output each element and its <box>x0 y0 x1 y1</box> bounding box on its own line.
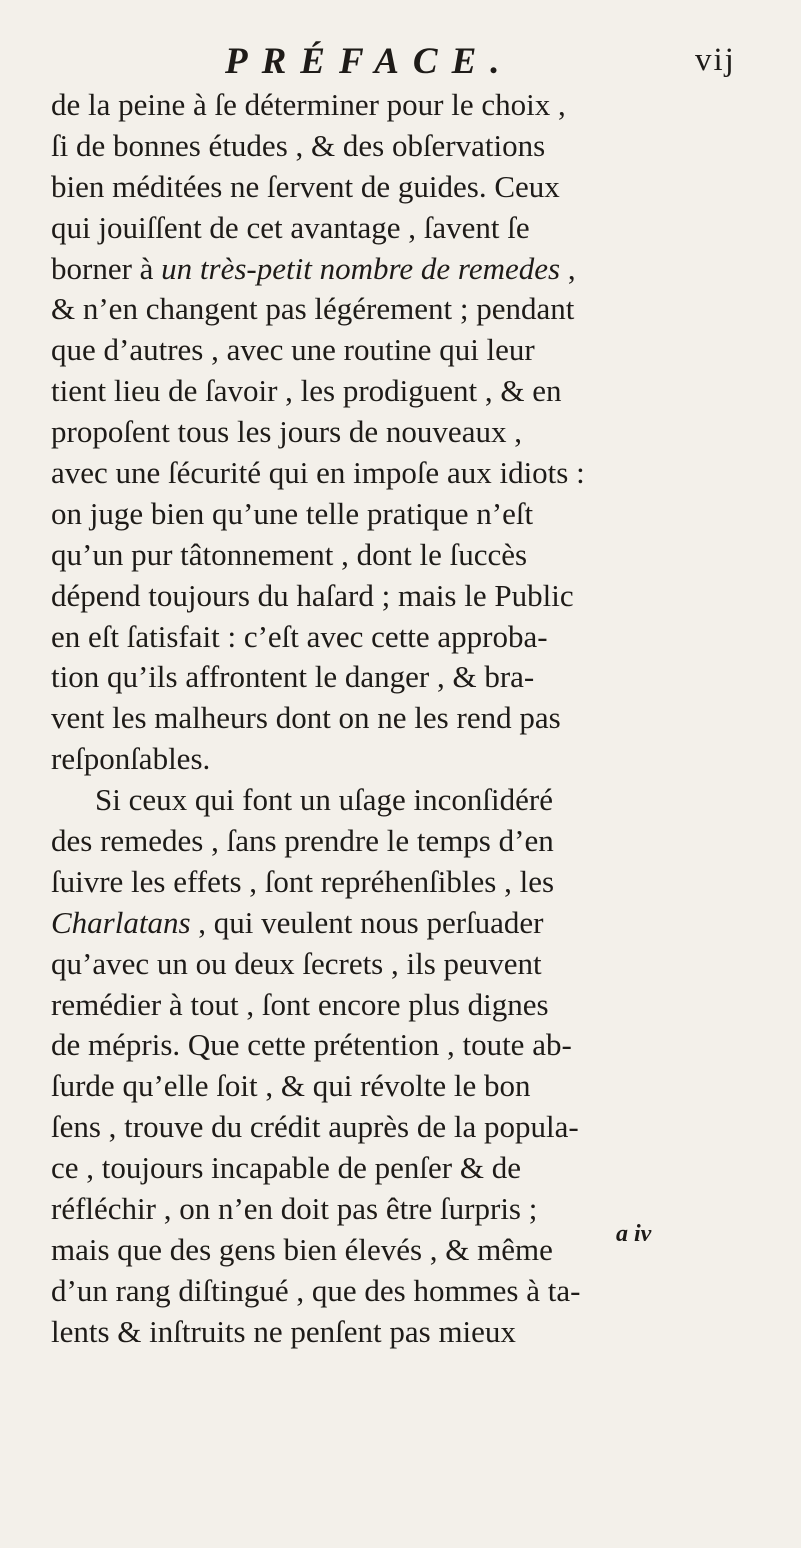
text-run: remédier à tout , ſont encore plus dignes <box>51 986 549 1022</box>
italic-phrase: un très-petit nombre de remedes <box>161 250 561 286</box>
text-line <box>51 903 791 944</box>
signature-mark: a iv <box>616 1221 652 1247</box>
text-line <box>51 126 791 167</box>
text-run: & n’en changent pas légérement ; pendant <box>51 291 575 327</box>
text-run: tion qu’ils affrontent le danger , & bra- <box>51 659 535 695</box>
text-line <box>51 412 791 453</box>
text-line <box>51 330 791 371</box>
text-run: en eſt ſatisfait : c’eſt avec cette approba- <box>51 618 548 654</box>
text-run: réfléchir , on n’en doit pas être ſurpris ; <box>51 1191 538 1227</box>
text-run: ce , toujours incapable de penſer & de <box>51 1150 521 1186</box>
text-line <box>51 1025 791 1066</box>
text-run: dépend toujours du haſard ; mais le Public <box>51 577 574 613</box>
text-line <box>51 1148 791 1189</box>
text-run: de la peine à ſe déterminer pour le choix , <box>51 87 566 122</box>
text-run: ſi de bonnes études , & des obſervations <box>51 127 546 163</box>
text-run: bien méditées ne ſervent de guides. Ceux <box>51 168 560 204</box>
text-run: qu’un pur tâtonnement , dont le ſuccès <box>51 536 528 572</box>
text-run: ſurde qu’elle ſoit , & qui révolte le bon <box>51 1068 531 1104</box>
running-head-title: PRÉFACE. <box>225 41 514 82</box>
text-line <box>51 535 791 576</box>
text-run: lents & inſtruits ne penſent pas mieux <box>51 1313 516 1349</box>
text-run: d’un rang diſtingué , que des hommes à ta- <box>51 1272 581 1308</box>
running-head <box>225 40 785 90</box>
text-line <box>51 739 791 780</box>
text-run: reſponſables. <box>51 741 211 777</box>
text-line <box>51 1312 791 1353</box>
text-run: avec une ſécurité qui en impoſe aux idiots : <box>51 455 585 491</box>
text-line <box>51 944 791 985</box>
text-line <box>51 1107 791 1148</box>
text-line <box>51 85 791 126</box>
text-run: borner à <box>51 250 162 286</box>
text-line <box>51 1271 791 1312</box>
page-number: vij <box>695 42 736 78</box>
text-line <box>51 1230 791 1271</box>
text-run: qu’avec un ou deux ſecrets , ils peuvent <box>51 945 542 981</box>
text-run: vent les malheurs dont on ne les rend pas <box>51 700 561 736</box>
text-line <box>51 371 791 412</box>
text-run: que d’autres , avec une routine qui leur <box>51 332 535 368</box>
text-line <box>51 289 791 330</box>
text-run: des remedes , ſans prendre le temps d’en <box>51 823 554 859</box>
text-run: mais que des gens bien élevés , & même <box>51 1231 553 1267</box>
text-run: , <box>560 250 576 286</box>
text-run: propoſent tous les jours de nouveaux , <box>51 414 522 450</box>
text-run: tient lieu de ſavoir , les prodiguent , & en <box>51 373 562 409</box>
text-line <box>51 249 791 290</box>
text-line <box>51 985 791 1026</box>
italic-phrase: Charlatans <box>51 904 191 940</box>
text-run: on juge bien qu’une telle pratique n’eſt <box>51 495 534 531</box>
text-line <box>51 698 791 739</box>
text-line <box>51 208 791 249</box>
text-run: qui jouiſſent de cet avantage , ſavent ſe <box>51 209 530 245</box>
text-run: de mépris. Que cette prétention , toute ab- <box>51 1027 572 1063</box>
text-line <box>51 167 791 208</box>
text-line <box>51 1066 791 1107</box>
text-line <box>51 617 791 658</box>
text-run: ſuivre les effets , ſont repréhenſibles , les <box>51 863 555 899</box>
text-line <box>51 657 791 698</box>
text-line <box>51 862 791 903</box>
text-run: ſens , trouve du crédit auprès de la popula- <box>51 1109 579 1145</box>
text-run: , qui veulent nous perſuader <box>190 904 544 940</box>
text-line <box>51 821 791 862</box>
paragraph-start-line <box>51 780 791 821</box>
text-line <box>51 576 791 617</box>
text-line <box>51 453 791 494</box>
text-line <box>51 494 791 535</box>
text-run: Si ceux qui font un uſage inconſidéré <box>95 782 553 818</box>
text-line <box>51 1189 791 1230</box>
body-text <box>51 85 791 1353</box>
